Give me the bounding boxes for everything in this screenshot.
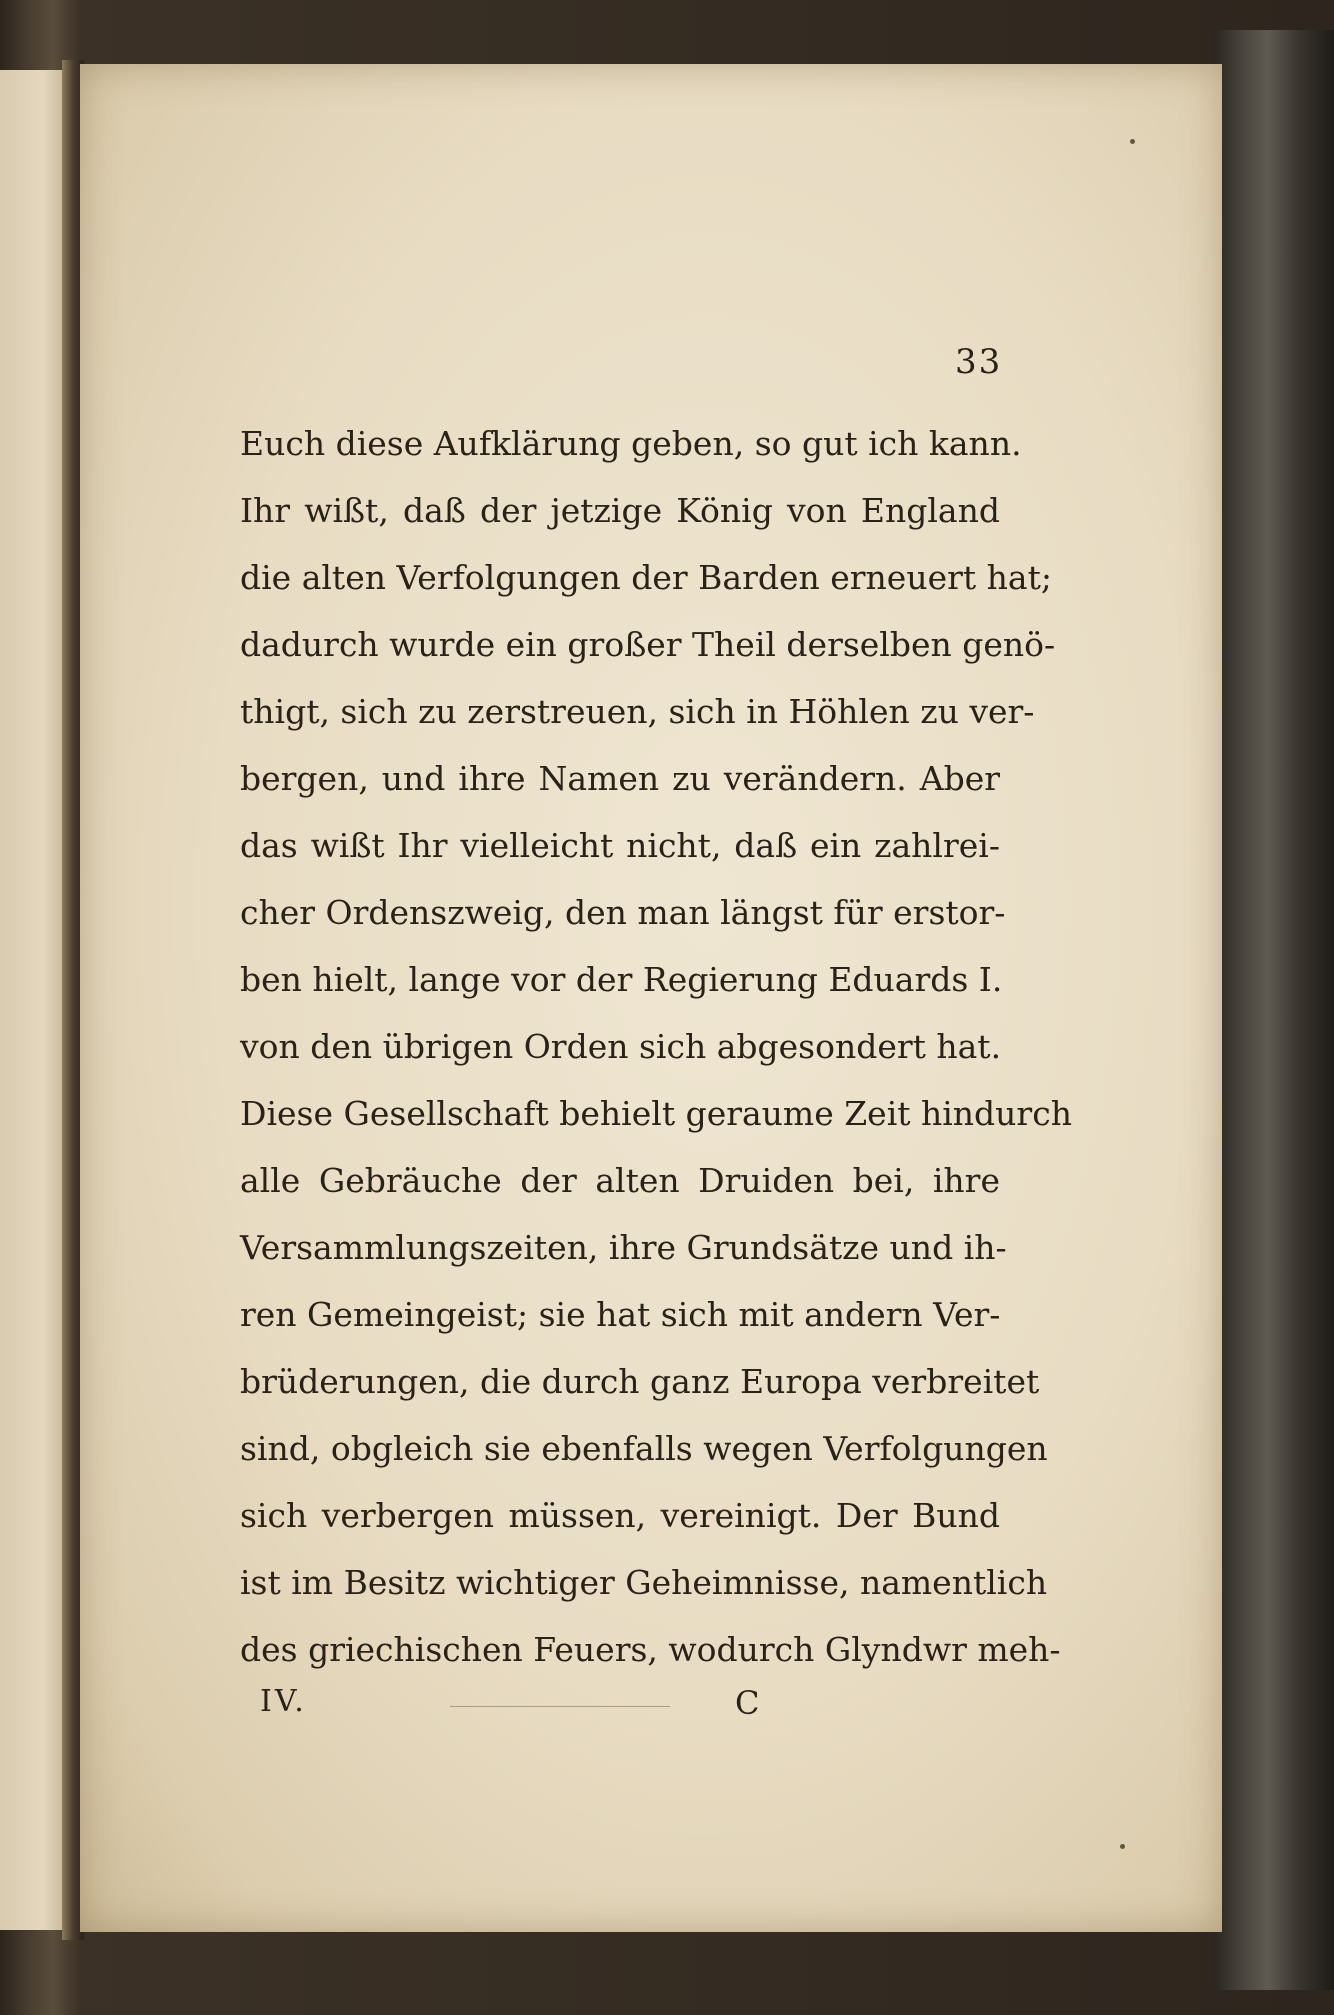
paper-speck [1120, 1844, 1125, 1849]
text-line: ben hielt, lange vor der Regierung Eduards I. [240, 960, 1003, 999]
text-line: die alten Verfolgungen der Barden erneuert hat; [240, 558, 1052, 597]
text-line: von den übrigen Orden sich abgesondert hat. [240, 1027, 1002, 1066]
text-line: Diese Gesellschaft behielt geraume Zeit hindurch [240, 1094, 1072, 1133]
text-line: alle Gebräuche der alten Druiden bei, ihre [240, 1161, 1000, 1200]
page-footer [80, 1684, 1222, 1734]
catchword: C [735, 1684, 760, 1722]
text-line: thigt, sich zu zerstreuen, sich in Höhlen zu ver- [240, 692, 1035, 731]
text-line: das wißt Ihr vielleicht nicht, daß ein zahlrei- [240, 826, 1000, 865]
text-line: dadurch wurde ein großer Theil derselben genö- [240, 625, 1056, 664]
text-line: brüderungen, die durch ganz Europa verbreitet [240, 1362, 1040, 1401]
text-line: Versammlungszeiten, ihre Grundsätze und ih- [240, 1228, 1007, 1267]
binding-board [1214, 30, 1334, 1990]
text-line: sich verbergen müssen, vereinigt. Der Bund [240, 1496, 1000, 1535]
text-block [240, 410, 1072, 1683]
text-line: sind, obgleich sie ebenfalls wegen Verfolgungen [240, 1429, 1048, 1468]
book-page [80, 64, 1222, 1932]
text-line: Euch diese Aufklärung geben, so gut ich kann. [240, 424, 1022, 463]
text-line: des griechischen Feuers, wodurch Glyndwr meh- [240, 1630, 1061, 1669]
page-number: 33 [955, 342, 1003, 382]
text-line: ren Gemeingeist; sie hat sich mit andern Ver- [240, 1295, 1001, 1334]
paper-speck [1130, 139, 1135, 144]
signature-mark: IV. [260, 1684, 307, 1719]
text-line: ist im Besitz wichtiger Geheimnisse, namentlich [240, 1563, 1048, 1602]
text-line: Ihr wißt, daß der jetzige König von England [240, 491, 1000, 530]
text-line: cher Ordenszweig, den man längst für erstor- [240, 893, 1006, 932]
text-line: bergen, und ihre Namen zu verändern. Aber [240, 759, 1000, 798]
footer-rule [450, 1706, 670, 1707]
